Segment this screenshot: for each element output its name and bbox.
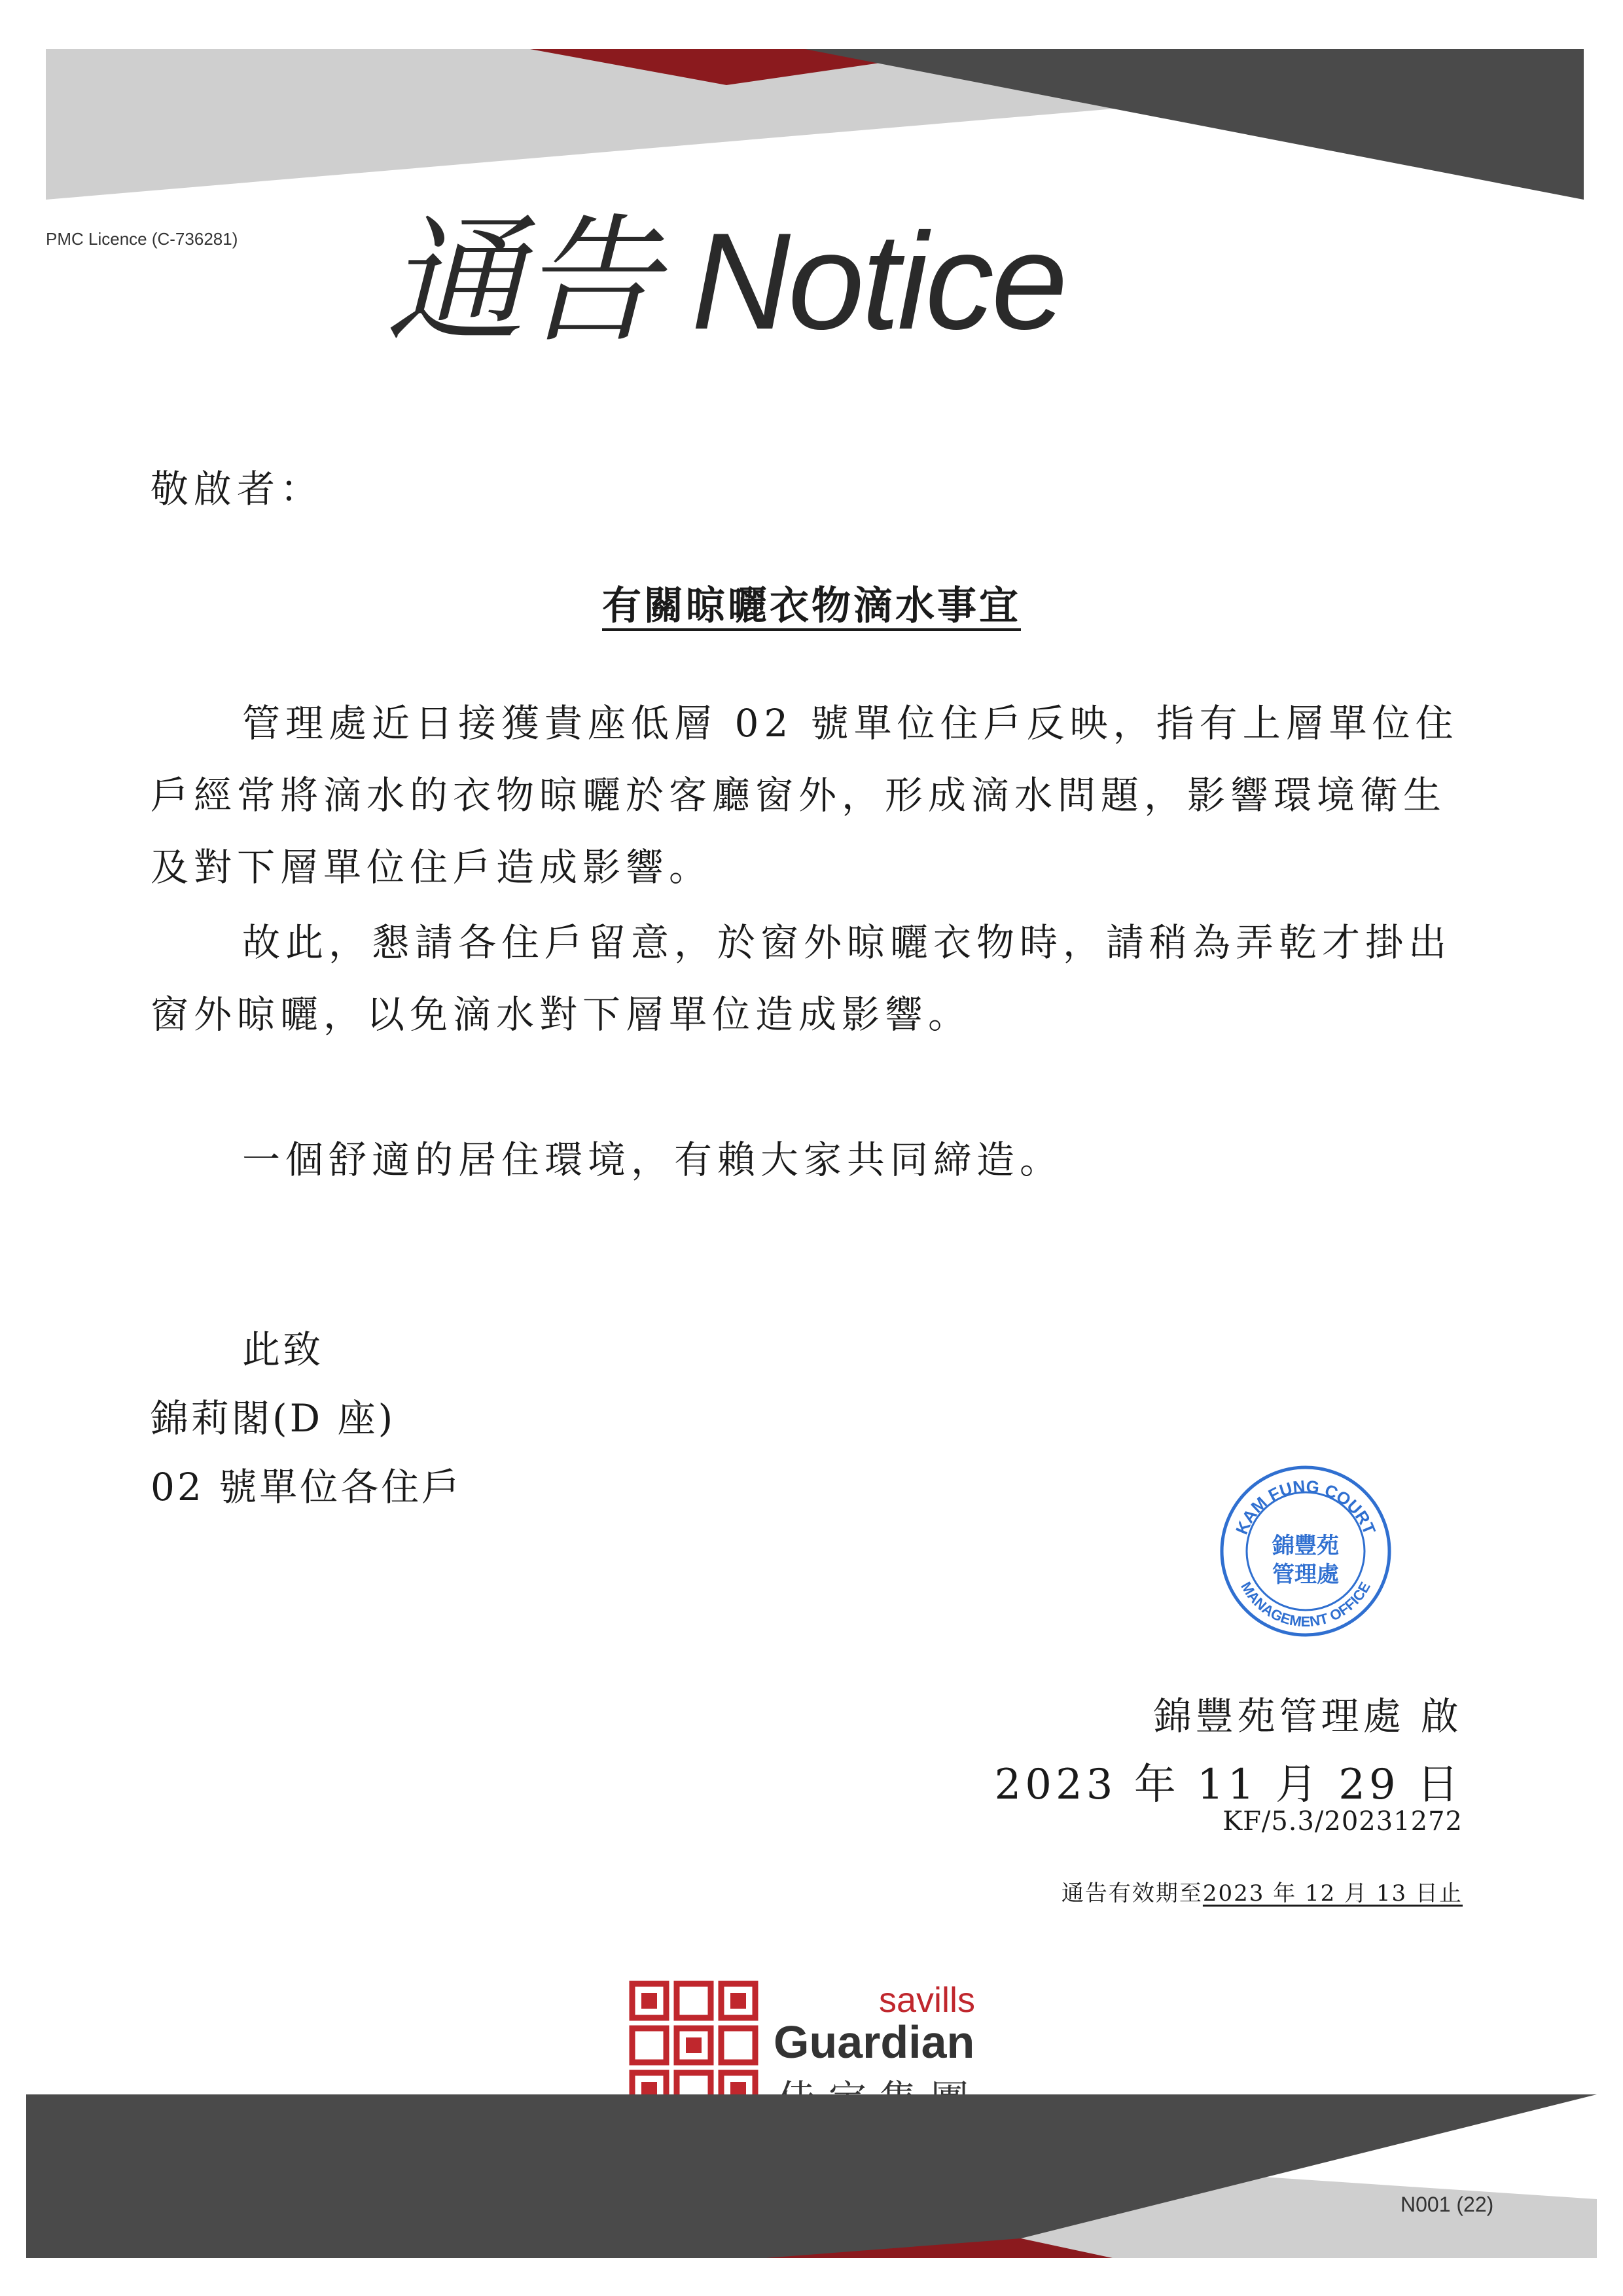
salutation: 敬啟者：	[151, 467, 324, 511]
addressee-greeting: 此致	[242, 1327, 324, 1372]
addressee-block: 錦莉閣(D 座)	[151, 1396, 396, 1441]
header-decorative-band	[46, 49, 1584, 200]
paragraph-request: 故此，懇請各住戶留意，於窗外晾曬衣物時，請稍為弄乾才掛出窗外晾曬，以免滴水對下層單位造成影響。	[151, 920, 1452, 1037]
stamp-top-text: KAM FUNG COURT	[1231, 1476, 1380, 1537]
logo-savills: savills	[878, 1981, 975, 2020]
validity-date: 2023 年 12 月 13 日止	[1202, 1880, 1463, 1907]
stamp-line-1: 錦豐苑	[1272, 1533, 1339, 1559]
signatory-office: 錦豐苑管理處 啟	[1153, 1694, 1463, 1738]
reference-number: KF/5.3/20231272	[1222, 1806, 1463, 1837]
paragraph-complaint: 管理處近日接獲貴座低層 02 號單位住戶反映，指有上層單位住戶經常將滴水的衣物晾曬於客廳窗外，形成滴水問題，影響環境衛生及對下層單位住戶造成影響。	[151, 701, 1459, 889]
logo-guardian: Guardian	[774, 2017, 975, 2068]
addressee-unit: 02 號單位各住戶	[151, 1465, 463, 1509]
closing-remark: 一個舒適的居住環境，有賴大家共同締造。	[242, 1138, 1063, 1182]
stamp-bottom-text: MANAGEMENT OFFICE	[1238, 1579, 1374, 1630]
validity-prefix: 通告有效期至	[1061, 1880, 1203, 1907]
form-number: N001 (22)	[1400, 2193, 1494, 2216]
page-title: 通告 Notice	[386, 204, 1065, 358]
guardian-logo-grid-icon	[628, 1980, 759, 2111]
management-office-stamp	[1217, 1463, 1394, 1640]
notice-subject	[0, 575, 1623, 631]
footer-decorative-band	[26, 2094, 1597, 2258]
notice-date: 2023 年 11 月 29 日	[994, 1761, 1463, 1809]
stamp-line-2: 管理處	[1272, 1562, 1339, 1588]
licence-number: PMC Licence (C-736281)	[46, 229, 238, 249]
notice-subject-text: 有關晾曬衣物滴水事宜	[602, 583, 1021, 629]
validity-notice	[1061, 1875, 1463, 1907]
